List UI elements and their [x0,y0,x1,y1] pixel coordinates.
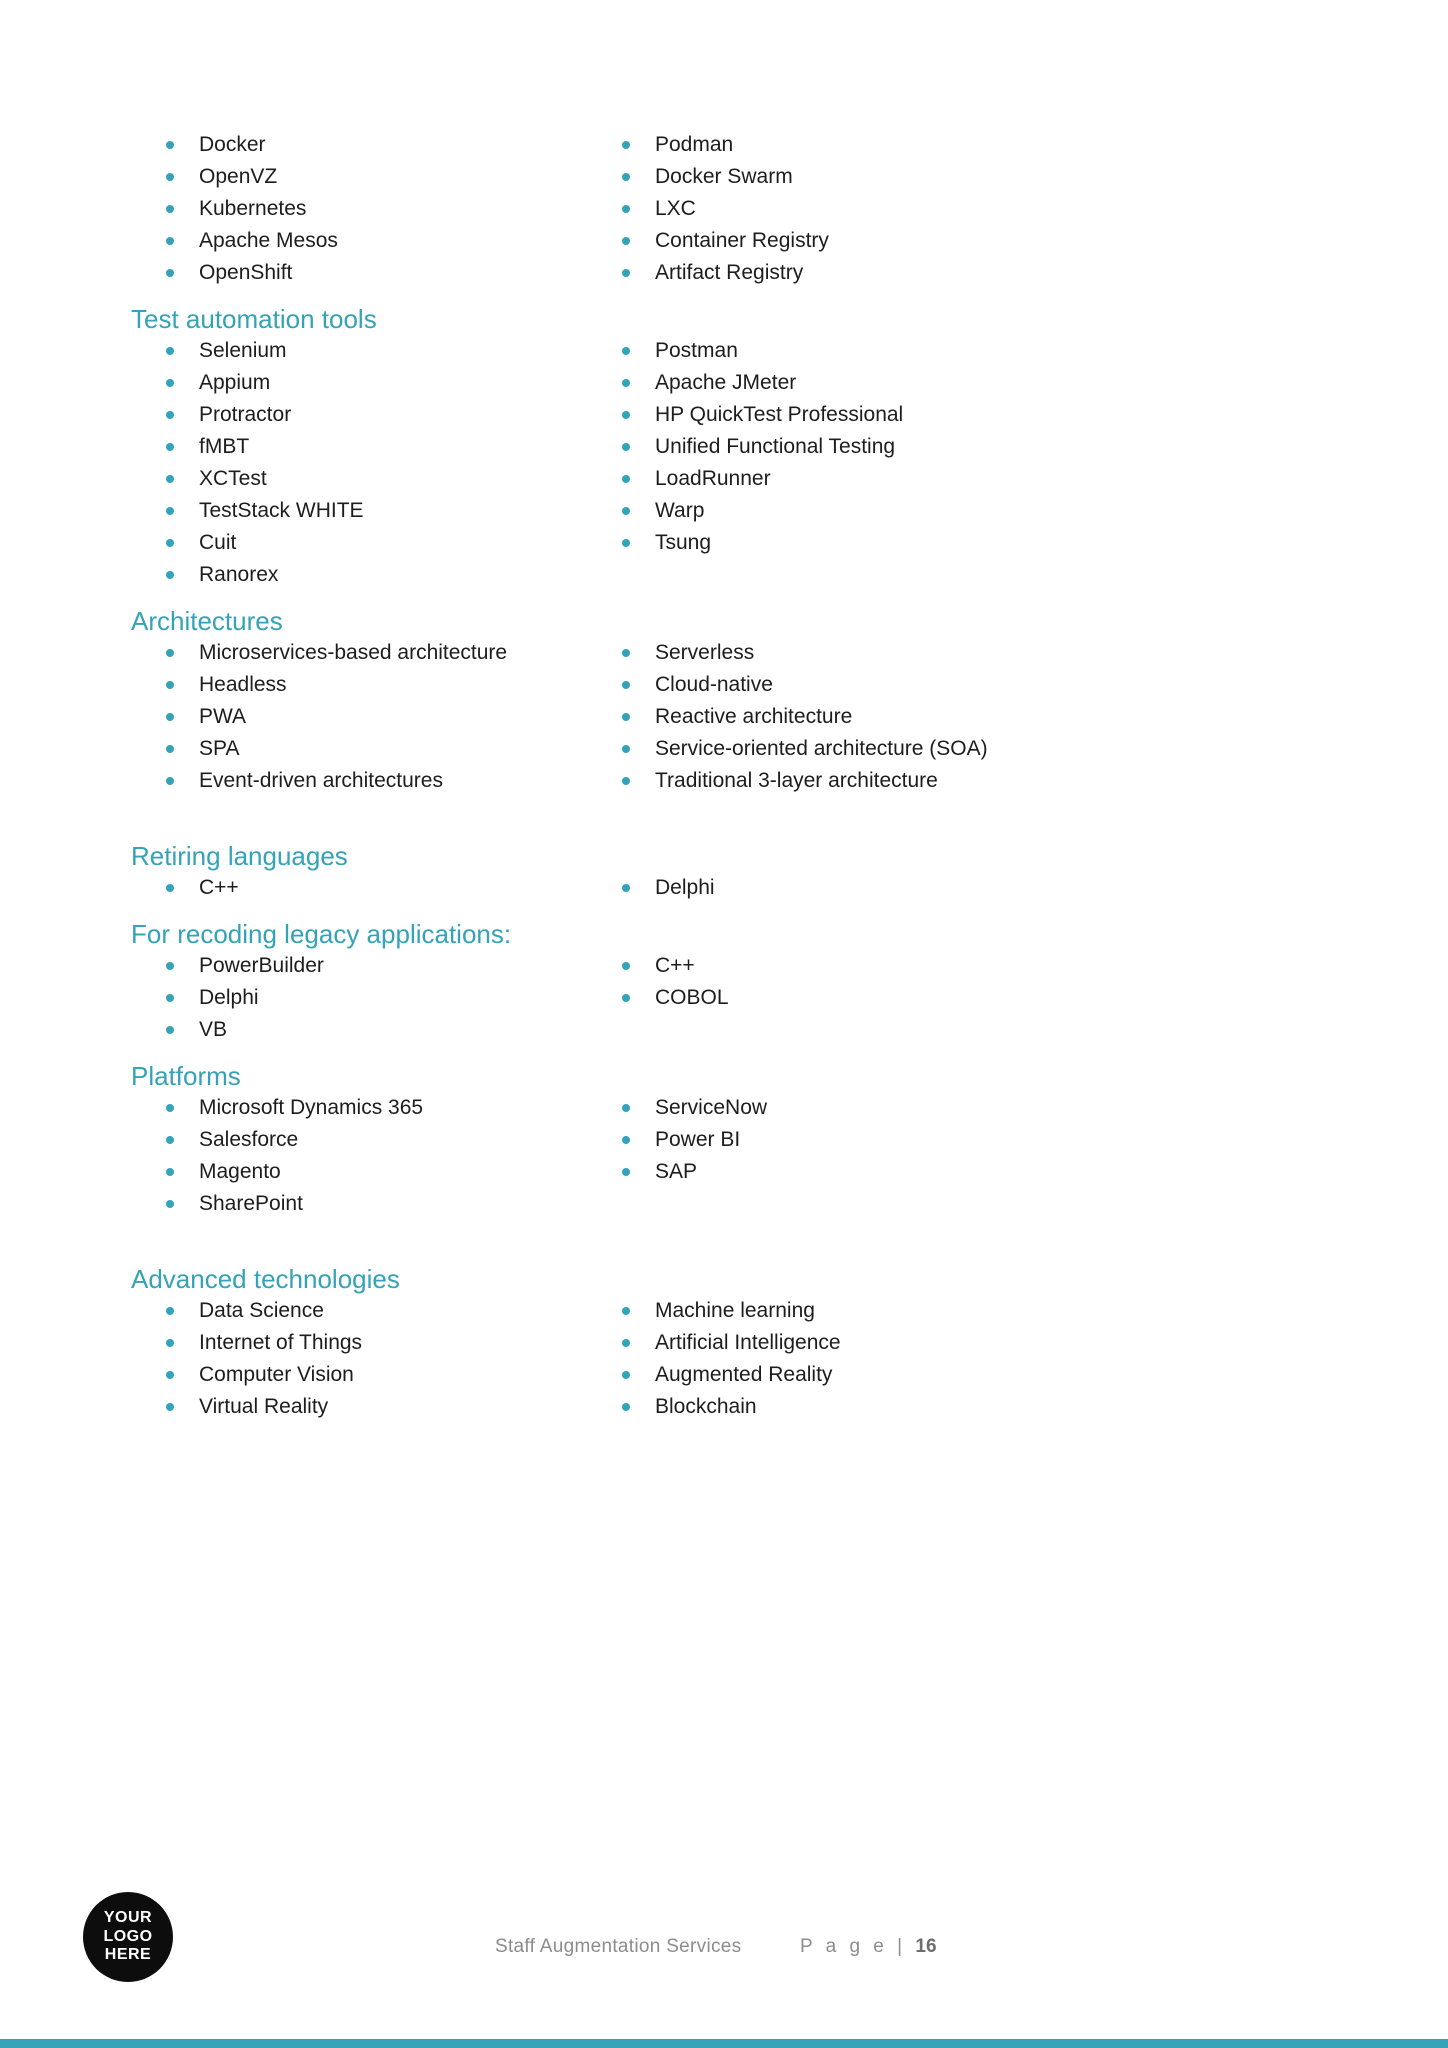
bullet-icon [166,141,174,149]
item-label: Tsung [655,531,712,554]
section-columns [131,335,1358,591]
section-columns [131,637,1358,797]
list-item [587,1295,1358,1327]
bullet-icon [166,1403,174,1411]
section-heading: Retiring languages [131,841,348,871]
list-item [587,1327,1358,1359]
list-item [587,193,1358,225]
bullet-icon [166,507,174,515]
item-label: PowerBuilder [199,954,324,977]
list-item [131,559,587,591]
list-item [587,701,1358,733]
bullet-list-right [587,872,1358,904]
bullet-list-left [131,637,587,797]
bullet-icon [166,269,174,277]
list-item [131,129,587,161]
list-item [131,335,587,367]
footer-page-number: 16 [915,1936,937,1957]
bullet-icon [166,1168,174,1176]
item-label: Delphi [199,986,259,1009]
list-item [587,335,1358,367]
section-heading: Platforms [131,1061,241,1091]
bullet-icon [166,994,174,1002]
list-item [131,1124,587,1156]
item-label: Magento [199,1160,281,1183]
list-item [131,1014,587,1046]
item-label: TestStack WHITE [199,499,364,522]
item-label: Docker Swarm [655,165,793,188]
item-label: Headless [199,673,287,696]
section-columns [131,950,1358,1046]
section [131,918,1358,1046]
item-label: Blockchain [655,1395,757,1418]
list-item [131,1359,587,1391]
item-label: OpenVZ [199,165,278,188]
bullet-icon [622,777,630,785]
list-item [131,1156,587,1188]
item-label: Ranorex [199,563,279,586]
bullet-icon [622,1104,630,1112]
bullet-icon [166,173,174,181]
footer-page-label: P a g e | [800,1936,907,1957]
list-item [587,257,1358,289]
list-item [131,637,587,669]
bullet-icon [622,141,630,149]
item-label: XCTest [199,467,267,490]
section-heading: Architectures [131,606,283,636]
list-item [587,527,1358,559]
item-label: Apache Mesos [199,229,338,252]
section-heading: Test automation tools [131,304,377,334]
list-item [587,1359,1358,1391]
bullet-icon [166,1339,174,1347]
bullet-icon [622,994,630,1002]
item-label: Selenium [199,339,287,362]
bullet-icon [166,347,174,355]
logo-text-line: LOGO [103,1927,153,1945]
bullet-icon [166,379,174,387]
list-item [131,872,587,904]
item-label: Docker [199,133,266,156]
bullet-icon [622,1403,630,1411]
bullet-list-right [587,950,1358,1046]
bullet-icon [166,1371,174,1379]
logo-placeholder [83,1892,173,1982]
bullet-icon [166,884,174,892]
bullet-icon [166,745,174,753]
list-item [587,1124,1358,1156]
item-label: Artifact Registry [655,261,804,284]
item-label: SharePoint [199,1192,303,1215]
item-label: Delphi [655,876,715,899]
list-item [131,669,587,701]
list-item [587,1156,1358,1188]
bullet-icon [622,379,630,387]
bullet-icon [622,681,630,689]
bullet-icon [166,1104,174,1112]
bullet-list-left [131,335,587,591]
list-item [131,733,587,765]
bullet-list-right [587,335,1358,591]
bullet-icon [622,347,630,355]
section-columns [131,872,1358,904]
item-label: Unified Functional Testing [655,435,896,458]
bullet-icon [166,1026,174,1034]
bullet-list-left [131,1092,587,1220]
item-label: Event-driven architectures [199,769,443,792]
list-item [587,1092,1358,1124]
bullet-icon [622,649,630,657]
list-item [587,495,1358,527]
item-label: COBOL [655,986,729,1009]
item-label: Postman [655,339,738,362]
bullet-icon [166,649,174,657]
list-item [131,431,587,463]
item-label: Augmented Reality [655,1363,833,1386]
bullet-icon [166,237,174,245]
section-heading: For recoding legacy applications: [131,919,512,949]
bullet-icon [166,571,174,579]
footer-doc-title: Staff Augmentation Services [495,1936,742,1957]
section [131,1263,1358,1423]
list-item [587,669,1358,701]
item-label: LoadRunner [655,467,771,490]
bullet-icon [622,1136,630,1144]
item-label: Power BI [655,1128,741,1151]
item-label: Internet of Things [199,1331,363,1354]
list-item [131,225,587,257]
bullet-icon [622,507,630,515]
item-label: Reactive architecture [655,705,853,728]
list-item [587,129,1358,161]
list-item [587,872,1358,904]
list-item [131,1327,587,1359]
item-label: C++ [199,876,239,899]
list-item [131,527,587,559]
section [131,605,1358,797]
bullet-icon [622,713,630,721]
bullet-icon [622,884,630,892]
section [131,1060,1358,1220]
list-item [131,701,587,733]
list-item [587,367,1358,399]
bullet-icon [622,475,630,483]
footer [0,1909,1448,2048]
item-label: Cuit [199,531,237,554]
bullet-icon [166,411,174,419]
list-item [131,950,587,982]
bullet-list-left [131,1295,587,1423]
bullet-list-left [131,872,587,904]
list-item [131,1295,587,1327]
bullet-icon [166,443,174,451]
item-label: Traditional 3-layer architecture [655,769,938,792]
bullet-icon [166,962,174,970]
list-item [587,637,1358,669]
item-label: Serverless [655,641,755,664]
item-label: Cloud-native [655,673,773,696]
logo-text-line: YOUR [103,1909,153,1927]
bullet-icon [622,962,630,970]
section-heading: Advanced technologies [131,1264,400,1294]
item-label: Machine learning [655,1299,815,1322]
bullet-list-left [131,129,587,289]
bullet-icon [622,539,630,547]
list-item [131,495,587,527]
bullet-icon [166,205,174,213]
bullet-icon [166,1136,174,1144]
bottom-accent-bar [0,2039,1448,2048]
section-columns [131,1295,1358,1423]
bullet-icon [622,237,630,245]
bullet-icon [622,1371,630,1379]
list-item [131,399,587,431]
item-label: Warp [655,499,705,522]
item-label: Microservices-based architecture [199,641,508,664]
bullet-list-right [587,1092,1358,1220]
item-label: Salesforce [199,1128,299,1151]
bullet-icon [622,1307,630,1315]
list-item [131,367,587,399]
list-item [131,463,587,495]
list-item [587,225,1358,257]
bullet-icon [622,205,630,213]
bullet-icon [166,1200,174,1208]
item-label: Podman [655,133,734,156]
bullet-icon [622,443,630,451]
logo-text-line: HERE [104,1946,152,1964]
bullet-icon [622,745,630,753]
bullet-list-left [131,950,587,1046]
footer-page-indicator [800,1936,937,1958]
item-label: fMBT [199,435,250,458]
item-label: Artificial Intelligence [655,1331,841,1354]
item-label: Microsoft Dynamics 365 [199,1096,424,1119]
bullet-icon [166,713,174,721]
item-label: SPA [199,737,240,760]
item-label: Virtual Reality [199,1395,329,1418]
list-item [131,765,587,797]
section [131,129,1358,289]
bullet-icon [166,681,174,689]
item-label: Service-oriented architecture (SOA) [655,737,988,760]
item-label: OpenShift [199,261,293,284]
list-item [587,399,1358,431]
bullet-icon [622,173,630,181]
list-item [131,257,587,289]
section [131,303,1358,591]
section [131,840,1358,904]
item-label: Data Science [199,1299,324,1322]
bullet-icon [622,1339,630,1347]
bullet-icon [166,1307,174,1315]
list-item [131,1188,587,1220]
list-item [587,463,1358,495]
bullet-list-right [587,1295,1358,1423]
item-label: Appium [199,371,271,394]
list-item [131,982,587,1014]
bullet-icon [166,777,174,785]
bullet-list-right [587,129,1358,289]
item-label: SAP [655,1160,698,1183]
item-label: HP QuickTest Professional [655,403,904,426]
list-item [587,733,1358,765]
list-item [587,431,1358,463]
list-item [587,982,1358,1014]
item-label: PWA [199,705,247,728]
content [131,129,1358,1423]
bullet-icon [622,1168,630,1176]
item-label: Protractor [199,403,292,426]
list-item [587,1391,1358,1423]
bullet-icon [166,539,174,547]
bullet-icon [622,411,630,419]
item-label: Apache JMeter [655,371,797,394]
list-item [131,1391,587,1423]
list-item [587,950,1358,982]
bullet-list-right [587,637,1358,797]
item-label: VB [199,1018,228,1041]
list-item [131,161,587,193]
list-item [587,765,1358,797]
item-label: Computer Vision [199,1363,354,1386]
bullet-icon [166,475,174,483]
section-columns [131,129,1358,289]
bullet-icon [622,269,630,277]
item-label: Kubernetes [199,197,307,220]
item-label: Container Registry [655,229,829,252]
list-item [587,161,1358,193]
list-item [131,193,587,225]
item-label: C++ [655,954,695,977]
item-label: ServiceNow [655,1096,768,1119]
list-item [131,1092,587,1124]
section-columns [131,1092,1358,1220]
item-label: LXC [655,197,696,220]
